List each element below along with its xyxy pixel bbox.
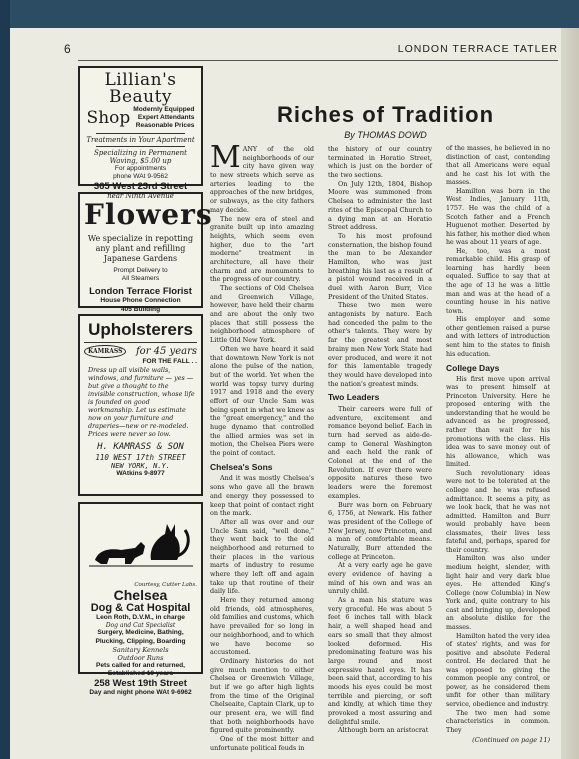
article-byline: By THOMAS DOWD (344, 130, 427, 140)
upholsterers-city: NEW YORK, N.Y. (110, 462, 170, 471)
lillian-feature: Expert Attendants (137, 114, 195, 122)
paragraph: The two men had some characteristics in common. They (446, 709, 550, 734)
paragraph: Ordinary histories do not give much mention to either Chelsea or Greenwich Village, but if we go after high lights from the time of the Original Chelseaite, Captain Clark, up to our present era, we will find that both neighborhoods have figured quite prominently. (210, 656, 314, 735)
flowers-phone: House Phone Connection (100, 297, 181, 305)
chelsea-specialist: Dog and Cat Specialist (105, 622, 176, 630)
paragraph: Their careers were full of adventure, excitement and romance beyond belief. Each in turn had served as aide-de-camp to General Washington and each held the rank of Colonel at the end of the Revolution. If ever there were opposite natures these two leaders were the foremost examples. (328, 404, 432, 500)
upholsterers-ad (78, 314, 203, 496)
chelsea-hospital-ad (78, 502, 203, 697)
paragraph: As a man his stature was very graceful. He was about 5 feet 6 inches tall with black hair, a well shaped head and ears so small that they almost looked deformed. His predominating feature was his large round and most expressive hazel eyes. It has been said that, according to his moods his eyes could be most terrible and piercing, or soft and kindly, at which time they provoked a most assuring and delightful smile. (328, 596, 432, 726)
divider (96, 133, 185, 134)
lillian-name-line1: Lillian's Beauty (104, 70, 177, 107)
page-edge (561, 28, 579, 759)
paragraph: of the masses, he believed in no distinction of cast, contending that all Americans were equal and he cast his lot with the masses. (446, 145, 550, 187)
paragraph: Hamilton was also under medium height, slender, with light hair and very dark blue eyes. He attended King's College (now Columbia) in New York and, quite contrary to his cast and bringing up, developed an absolute dislike for the masses. (446, 555, 550, 631)
article-column-2 (328, 145, 432, 735)
paragraph: One of the most bitter and unfortunate political feuds in (210, 735, 314, 752)
section-heading: College Days (446, 363, 500, 374)
lillian-phone: phone WAt 9-9562 (113, 172, 168, 180)
flowers-delivery: Prompt Delivery to (113, 267, 168, 274)
upholsterers-fall: FOR THE FALL . . (142, 358, 197, 365)
paragraph: Hamilton hated the very idea of states' rights, and was for positive and absolute Federal control. He declared that he was opposed to giving the common people any control, or power, as he considered them unfit for other than military service, obedience and industry. (446, 632, 550, 708)
flowers-title: Flowers (84, 198, 213, 231)
chelsea-kennels: Sanitary Kennels (112, 645, 169, 654)
section-heading: Chelsea's Sons (210, 461, 273, 472)
paragraph: Although born an aristocrat (338, 726, 429, 735)
chelsea-pets: Established 10 years (107, 670, 174, 678)
flowers-delivery: All Steamers (121, 275, 160, 283)
lillian-feature: Reasonable Prices (135, 122, 195, 130)
lillian-tagline: Treatments in Your Apartment (86, 135, 195, 144)
paragraph: The sections of Old Chelsea and Greenwich Village, however, have held their charm and are about the only two places that still possess the neighborhood atmosphere of Little Old New York. (210, 284, 314, 345)
paragraph: To his most profound consternation, the bishop found the man to be Alexander Hamilton, who was just breathing his last as a result of a pistol wound received in a duel with Aaron Burr, Vice President of the United States. (328, 231, 432, 301)
section-heading: Two Leaders (328, 392, 380, 403)
upholsterers-firm: H. KAMRASS & SON (97, 442, 184, 453)
chelsea-hours: Day and night phone WAt 9-6962 (89, 689, 192, 697)
lillian-beauty-shop-ad (78, 66, 203, 201)
kamrass-logo: KAMRASS (84, 345, 126, 358)
chelsea-doctor: Leon Roth, D.V.M., in charge (96, 614, 185, 622)
paragraph: After all was over and our Uncle Sam said, "well done," they went back to the old neighborhood and returned to their places in the various marts of industry to resume where they left off and again take up that routine of their daily life. (210, 517, 314, 596)
page-number: 6 (64, 42, 71, 56)
lillian-name-line2: Shop (86, 107, 131, 128)
article-column-3 (446, 145, 550, 745)
lillian-appt: For appointments (114, 164, 167, 172)
upholsterers-phone: WAtkins 9-8977 (116, 470, 165, 478)
drop-cap: M (210, 140, 241, 175)
lillian-special: Waving, $5.00 up (109, 156, 172, 165)
upholsterers-years: for 45 years (135, 346, 197, 357)
paragraph-text: ANY of the old neighborhoods of our city have given way to new streets which serve as arteries leading to the approaches of the new bridges, or subways, as the city fathers may decide. (210, 145, 314, 214)
running-head: LONDON TERRACE TATLER (397, 43, 558, 55)
upholsterers-title: Upholsterers (84, 320, 197, 343)
chelsea-services: Surgery, Medicine, Bathing, (97, 629, 184, 637)
paragraph: Here they returned among old friends, old atmospheres, old families and customs, which have prevailed for so long in our neighborhood, and to which we have become so accustomed. (210, 596, 314, 657)
article-column-1 (210, 140, 314, 752)
paragraph: His first move upon arrival was to present himself at Princeton University. Here he proposed entering with the understanding that he would be advanced as he progressed, rather than wait for his promotions with the class. His idea was to save money out of his allowance, which was limited. (446, 375, 550, 469)
chelsea-title: Dog & Cat Hospital (90, 601, 191, 614)
ads-column (78, 66, 213, 697)
lillian-feature: Modernly Equipped (133, 106, 195, 113)
paragraph: Such revolutionary ideas were not to be tolerated at the college and he was refused admittance. It seems a pity, as we look back, that he was not admitted. Hamilton and Burr would probably have been classmates, their lives less fateful and, perhaps, spared for their country. (446, 469, 550, 554)
paragraph: And it was mostly Chelsea's sons who gave all the brawn and energy they possessed to keep that point of contact right on the mark. (210, 474, 314, 518)
flowers-phone: 405 Building (120, 305, 161, 313)
article-title: Riches of Tradition (276, 102, 495, 127)
lillian-special: Specializing in Permanent (93, 148, 187, 157)
magazine-binding (0, 0, 10, 759)
lillian-near: near Ninth Avenue (107, 192, 174, 201)
paragraph: Hamilton was born in the West Indies, January 11th, 1757. He was the child of a Scotch father and a French Huguenot mother. Deserted by his father, his mother died when he was about 11 years of age. (446, 187, 550, 247)
chelsea-address: 258 West 19th Street (94, 678, 187, 690)
paragraph: These two men were antagonists by nature. Each had conceded the palm to the other's talents. They were by far the greatest and most brainy men New York State had ever produced, and were it not for this lamentable tragedy they would have developed into the nation's greatest minds. (328, 301, 432, 388)
continued-note: (Continued on page 11) (472, 736, 550, 745)
paragraph: At a very early age he gave every evidence of having a mind of his own and was an unruly child. (328, 561, 432, 596)
flowers-body: We specialize in repotting any plant and refilling Japanese Gardens (87, 234, 194, 263)
paragraph: On July 12th, 1804, Bishop Moore was summoned from Chelsea to administer the last rites of the Episcopal Church to a dying man at an Horatio Street address. (328, 179, 432, 232)
flowers-ad (78, 192, 213, 313)
chelsea-credit: Courtesy, Cutter Labs. (134, 582, 197, 588)
paragraph: His employer and some other gentlemen raised a purse and with letters of introduction sent him to the states to finish his education. (446, 316, 550, 358)
chelsea-title: Chelsea (113, 587, 168, 603)
magazine-page (10, 28, 561, 759)
paragraph: the history of our country terminated in Horatio Street, which is just on the border of the two sections. (328, 145, 432, 180)
chelsea-pets: Pets called for and returned, (95, 661, 186, 669)
paragraph: Burr was born on February 6, 1756, at Newark. His father was president of the College of New Jersey, now Princeton, and a man of comfortable means. Naturally, Burr attended the college at Princeton. (328, 500, 432, 561)
upholsterers-street: 110 WEST 17th STREET (95, 453, 186, 463)
paragraph: He, too, was a most remarkable child. His grasp of learning has hardly been equaled. Suffice to say that at the age of 13 he was a little man and was at the head of a counting house in his native town. (446, 247, 550, 315)
chelsea-runs: Outdoor Runs (117, 653, 164, 662)
paragraph (210, 140, 314, 215)
chelsea-services: Plucking, Clipping, Boarding (95, 637, 186, 645)
lillian-address: 365 West 23rd Street (93, 181, 188, 193)
upholsterers-body: Dress up all visible walls, windows, and furniture — yes — but give a thought to the invisible construction, whose life is founded on good workmanship. Let us estimate now on your furniture and draperies—new or re-modeled. Prices were never so low. (88, 366, 195, 439)
dog-cat-illustration (85, 508, 197, 578)
page-header (64, 42, 558, 61)
paragraph: The new era of steel and granite built up into amazing heights, which seem even higher, due to the "art moderne" treatment in architecture, all have their charm and are monuments to the progress of our country. (210, 214, 314, 284)
divider (96, 146, 185, 147)
flowers-shop-name: London Terrace Florist (89, 286, 192, 298)
paragraph: Often we have heard it said that downtown New York is not alone the pulse of the nation, but of the world. Yet when the world was topsy turvy during 1917 and 1918 and the every effort of our Uncle Sam was being spent in what we knew as the "great emergency," and the huge dynamo that controlled the allied armies was set in motion, the Chelsea Piers were the point of contact. (210, 344, 314, 458)
